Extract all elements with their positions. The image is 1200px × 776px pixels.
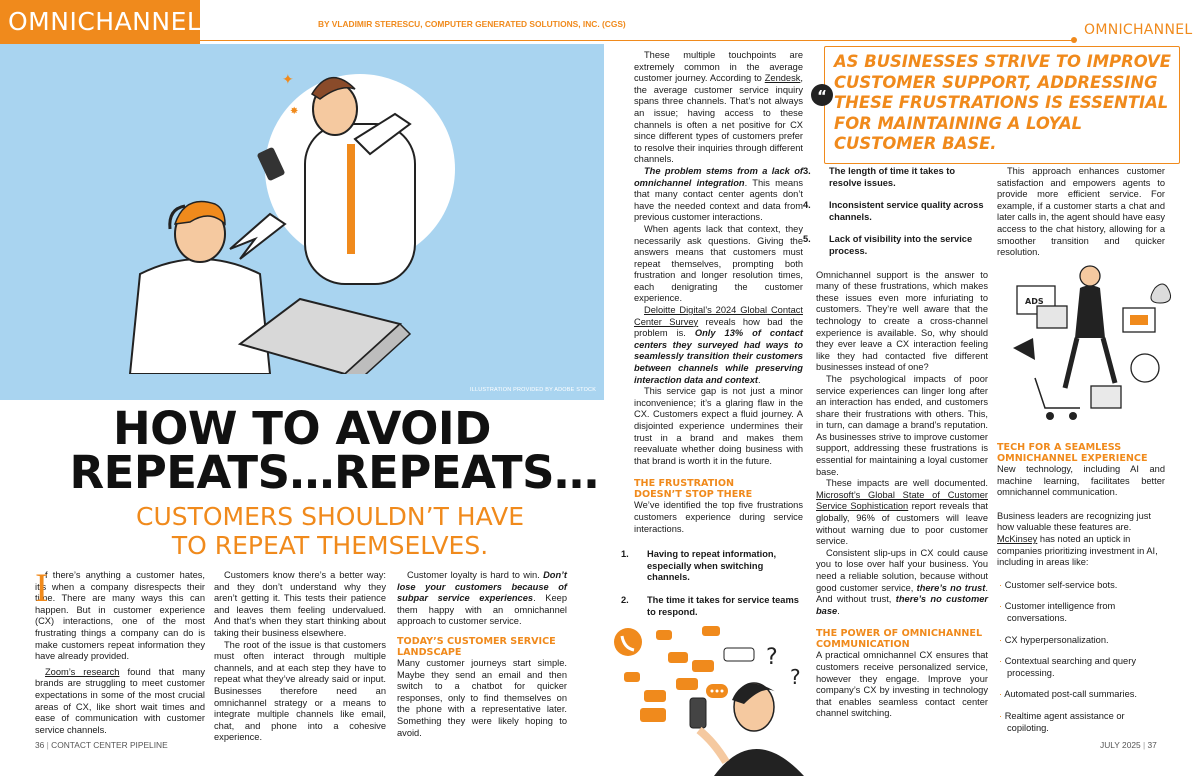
list-item <box>997 635 1165 647</box>
subheadline-line2: TO REPEAT THEMSELVES. <box>171 531 489 560</box>
col6-paragraph-1 <box>997 166 1165 259</box>
col5-paragraph-2 <box>816 374 988 478</box>
col5-p4e: . <box>837 605 840 616</box>
col1-paragraph-1 <box>35 565 205 663</box>
mckinsey-link[interactable]: McKinsey <box>997 533 1038 544</box>
col3-paragraph-1 <box>397 570 567 628</box>
col4-p5-text: This service gap is not just a minor inconvenience; it’s a glaring flaw in the CX. Customers expect a fluid journey. A disjointed experience undermines their trust in a brand and makes them reevaluate whether doing business with that brand is worth it in the future. <box>634 386 803 466</box>
section-label: OMNICHANNEL <box>8 7 202 36</box>
col4-p3-text: When agents lack that context, they necessarily ask questions. Giving the answers means that customers must repeat themselves, prompting both frustration and longer resolution times, each denigrating the customer experience. <box>634 223 803 304</box>
header-rule-dot <box>1071 37 1077 43</box>
bullet-text: CX hyperpersonalization. <box>1004 634 1109 645</box>
col6-p3b: has noted an uptick in companies prioritizing investment in AI, including in areas like: <box>997 533 1158 568</box>
col6-p3a: Business leaders are recognizing just how valuable these features are. <box>997 510 1151 533</box>
col5-p4c: . And without trust, <box>816 582 988 605</box>
col4-heading: THE FRUSTRATION DOESN’T STOP THERE <box>634 478 753 501</box>
col4-paragraph-5 <box>634 386 803 467</box>
bullet-text: Customer self-service bots. <box>1004 579 1118 590</box>
col3-heading: TODAY’S CUSTOMER SERVICE LANDSCAPE <box>397 635 556 658</box>
col5-paragraph-1 <box>816 270 988 374</box>
list-number: 1. <box>621 549 629 560</box>
col2-paragraph-2 <box>214 640 386 744</box>
microsoft-report-link[interactable]: Microsoft’s Global State of Customer Service Sophistication <box>816 489 988 512</box>
bullet-text: Contextual searching and query processing. <box>1004 656 1136 678</box>
col4-p1b: , the average customer service inquiry spans three channels. That’s not always an issue; having access to these channels is often a net positive for CX since different types of customers prefer to resolve their inquiries through different channels. <box>634 73 803 165</box>
body-column-6 <box>997 166 1165 259</box>
footer-left: 36 | CONTACT CENTER PIPELINE <box>35 740 168 750</box>
list-item <box>997 580 1165 592</box>
col5-p4a: Consistent slip-ups in CX could cause you to lose over half your business. You need a reliable solution, because without good customer service, <box>816 547 988 593</box>
headline-line1: HOW TO AVOID <box>113 402 491 455</box>
list-text: Having to repeat information, especially when switching channels. <box>647 549 777 583</box>
col1-paragraph-2 <box>35 667 205 737</box>
col1-p1-text: f there’s anything a customer hates, it’s when a company disrespects their time. There are many ways this can happen. But in customer experience (CX) interactions, one of the most frustrating things a company can do is make customers repeat information they have already provided. <box>35 570 205 662</box>
col4-paragraph-6 <box>634 500 803 535</box>
byline: BY VLADIMIR STERESCU, COMPUTER GENERATED SOLUTIONS, INC. (CGS) <box>318 19 626 29</box>
col6-heading: TECH FOR A SEAMLESS OMNICHANNEL EXPERIENCE <box>997 442 1148 464</box>
col6-p2-text: New technology, including AI and machine learning, facilitates better omnichannel communication. <box>997 464 1165 498</box>
col2-paragraph-1 <box>214 570 386 640</box>
hero-illustration <box>0 44 604 400</box>
col4-p2-emphasis: The problem stems from a lack of omnichannel integration <box>634 165 803 188</box>
zendesk-link[interactable]: Zendesk <box>764 73 801 84</box>
body-column-1 <box>35 565 205 736</box>
list-item <box>803 200 988 223</box>
footer-right: JULY 2025 | 37 <box>1100 740 1157 750</box>
list-number: 2. <box>621 594 629 605</box>
col4-p1a: These multiple touchpoints are extremely common in the average customer journey. According to <box>634 50 803 84</box>
bullet-dot-icon: · <box>999 634 1003 645</box>
col4-paragraph-1 <box>634 50 803 166</box>
body-column-2 <box>214 570 386 744</box>
col6-paragraph-2 <box>997 464 1165 499</box>
col1-p2-text: found that many brands are struggling to meet customer expectations in some of the most crucial areas of CX, like short wait times and ease of communication with customer service channels. <box>35 666 205 735</box>
list-item <box>803 234 988 257</box>
bullet-text: Realtime agent assistance or copiloting. <box>1004 710 1125 733</box>
col5-paragraph-4 <box>816 548 988 618</box>
col4-p2b: . This means that many contact center agents don’t have the needed context and data from previous customer interactions. <box>634 177 803 223</box>
col5-p4-emphasis-1: there’s no trust <box>916 582 986 593</box>
page-number-left: 36 <box>35 740 45 750</box>
deloitte-link[interactable]: Deloitte Digital’s 2024 Global Contact Center Survey <box>634 305 803 327</box>
col3-p1-emphasis: Don’t lose your customers because of subpar service experiences <box>397 570 567 604</box>
ai-investment-list <box>997 580 1165 734</box>
col4-p4c: . <box>757 374 761 385</box>
svg-text:?: ? <box>790 665 801 689</box>
headline-line2: REPEATS…REPEATS… <box>69 446 599 499</box>
frustration-list-b <box>803 166 988 258</box>
pull-quote-text: AS BUSINESSES STRIVE TO IMPROVE CUSTOMER SUPPORT, ADDRESSING THESE FRUSTRATIONS IS ESSENTIAL FOR MAINTAINING A LOYAL CUSTOMER BASE. <box>834 52 1171 153</box>
list-text: Inconsistent service quality across channels. <box>829 200 984 222</box>
col3-p1c: . Keep them happy with an omnichannel approach to customer service. <box>397 593 567 627</box>
bullet-dot-icon: · <box>999 689 1003 700</box>
svg-text:✦: ✦ <box>282 71 294 87</box>
col5-p5-text: A practical omnichannel CX ensures that customers receive personalized service, however they engage. Improve your company’s CX by investing in technology that enables seamless contact center channel switching. <box>816 650 988 719</box>
image-credit: ILLUSTRATION PROVIDED BY ADOBE STOCK <box>470 387 597 393</box>
list-number: 3. <box>803 166 811 176</box>
bullet-text: Automated post-call summaries. <box>1004 689 1137 700</box>
col6-p1-text: This approach enhances customer satisfaction and empowers agents to provide more efficient service. For example, if a customer starts a chat and later calls in, the agent should have easy access to the chat history, allowing for a smoother transition and quicker resolution. <box>997 166 1165 258</box>
col4-paragraph-3 <box>634 224 803 305</box>
page-number-right: 37 <box>1147 740 1157 750</box>
body-column-3 <box>397 570 567 739</box>
body-column-5 <box>803 166 989 720</box>
col5-p2-text: The psychological impacts of poor service experiences can linger long after an interaction has ended, and customers share their frustrations with others. This, in turn, can damage a brand’s reputation. As businesses strive to improve customer support, addressing these frustrations is essential for maintaining a loyal customer base. <box>816 373 988 477</box>
col3-p2-text: Many customer journeys start simple. Maybe they send an email and then switch to a chatbot for quicker responses, only to find themselves on the phone with a representative later. Something they were likely hoping to avoid. <box>397 657 567 738</box>
list-item <box>997 689 1165 701</box>
col4-p6-text: We’ve identified the top five frustrations customers experience during service interactions. <box>634 500 803 534</box>
col5-paragraph-3 <box>816 478 988 548</box>
col3-paragraph-2 <box>397 658 567 739</box>
frustration-list-a <box>621 549 803 618</box>
col4-paragraph-4 <box>634 305 803 386</box>
col5-paragraph-5 <box>816 650 988 720</box>
col5-p1-text: Omnichannel support is the answer to many of these frustrations, which makes these issues even more infuriating to customers. They’re well aware that the technology to create a cross-channel experience is available. So, why should they ever leave a CX interaction feeling like they had contacted five different businesses instead of one? <box>816 269 988 373</box>
col5-heading: THE POWER OF OMNICHANNEL COMMUNICATION <box>816 628 983 651</box>
quote-icon: “ <box>811 84 833 106</box>
col5-p3a: These impacts are well documented. <box>826 478 988 489</box>
bullet-text: Customer intelligence from conversations. <box>1004 601 1116 623</box>
list-number: 5. <box>803 234 811 245</box>
col5-p4-emphasis-2: there’s no customer base <box>816 594 988 616</box>
omnichannel-illustration <box>1005 258 1175 436</box>
section-label-right: OMNICHANNEL <box>1084 22 1193 38</box>
zoom-research-link[interactable]: Zoom’s research <box>45 666 120 677</box>
col2-p2-text: The root of the issue is that customers must often interact through multiple channels, and at each step they have to repeat what they’ve already said or input. Businesses therefore need an omnichannel strategy or a means to integrate multiple channels like email, chat, and phone into a cohesive experience. <box>214 639 386 743</box>
issue-date: JULY 2025 <box>1100 740 1141 750</box>
list-item <box>803 166 988 189</box>
list-text: The length of time it takes to resolve issues. <box>829 166 956 188</box>
col4-paragraph-2 <box>634 166 803 224</box>
list-item <box>997 601 1165 624</box>
col4-p4-emphasis: Only 13% of contact centers they surveyed had ways to seamlessly transition their customers between channels while preserving interaction data and context <box>634 328 803 385</box>
col6-paragraph-3 <box>997 511 1165 569</box>
svg-text:✸: ✸ <box>290 106 299 117</box>
bullet-dot-icon: · <box>999 710 1003 721</box>
phone-call-icon <box>614 628 642 656</box>
col4-p4a: reveals how bad the problem is. <box>634 316 803 339</box>
svg-text:?: ? <box>766 645 778 670</box>
dropcap: I <box>35 565 49 610</box>
body-column-4 <box>621 50 803 618</box>
svg-text:ADS: ADS <box>1025 297 1044 306</box>
list-item <box>997 656 1165 679</box>
list-item <box>621 549 803 584</box>
bullet-dot-icon: · <box>999 579 1003 590</box>
list-text: Lack of visibility into the service process. <box>829 234 973 256</box>
col2-p1-text: Customers know there’s a better way: and they don’t understand why they aren’t getting it. This tests their patience and leaves them feeling undervalued. And that’s when they start thinking about taking their business elsewhere. <box>214 570 386 638</box>
subheadline-line1: CUSTOMERS SHOULDN’T HAVE <box>135 502 524 531</box>
header-rule <box>200 40 1074 41</box>
notification-illustration <box>604 612 810 776</box>
bullet-dot-icon: · <box>999 601 1003 612</box>
list-number: 4. <box>803 200 811 211</box>
publication-name: CONTACT CENTER PIPELINE <box>51 740 168 750</box>
list-text: The time it takes for service teams to respond. <box>647 594 799 617</box>
col3-p1a: Customer loyalty is hard to win. <box>407 570 544 580</box>
body-column-6b <box>997 442 1165 744</box>
bullet-dot-icon: · <box>999 656 1003 667</box>
col5-p3b: report reveals that globally, 96% of customers will leave without warning due to poor customer service. <box>816 501 989 547</box>
list-item <box>997 711 1165 734</box>
